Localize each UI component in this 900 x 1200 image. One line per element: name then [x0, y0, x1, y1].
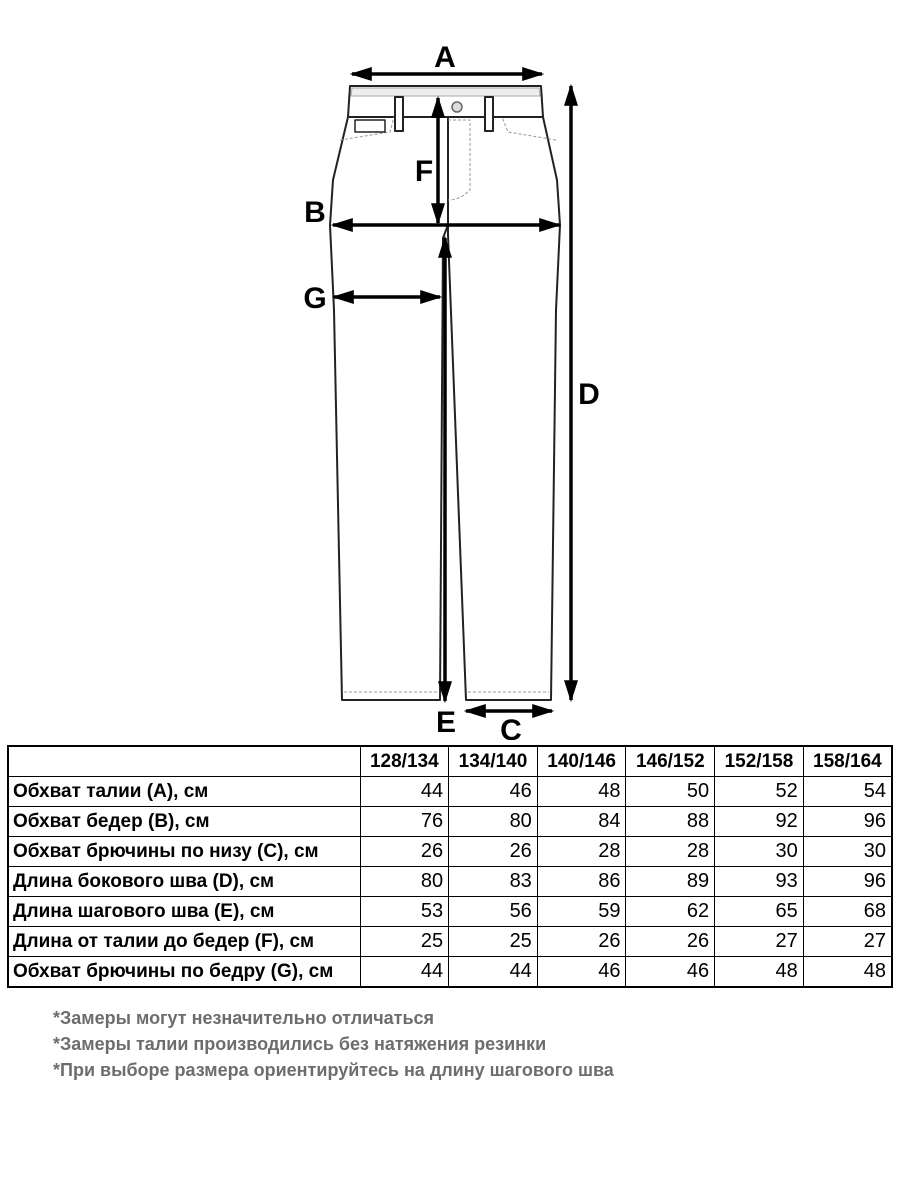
belt-loop-right [485, 97, 493, 131]
label-f: F [414, 155, 434, 188]
measurement-notes [53, 1005, 614, 1083]
size-header-row [8, 746, 892, 777]
table-row [8, 897, 892, 927]
size-header: 146/152 [626, 746, 715, 777]
table-row [8, 777, 892, 807]
table-cell: 89 [626, 867, 715, 897]
table-cell: 48 [537, 777, 626, 807]
table-cell: 48 [715, 957, 804, 988]
table-cell: 93 [715, 867, 804, 897]
table-cell: 46 [626, 957, 715, 988]
row-label: Длина бокового шва (D), см [8, 867, 360, 897]
table-cell: 84 [537, 807, 626, 837]
table-cell: 46 [449, 777, 538, 807]
size-header: 134/140 [449, 746, 538, 777]
table-cell: 68 [803, 897, 892, 927]
row-label: Обхват брючины по низу (C), см [8, 837, 360, 867]
row-label: Длина шагового шва (E), см [8, 897, 360, 927]
table-cell: 56 [449, 897, 538, 927]
table-cell: 28 [626, 837, 715, 867]
table-cell: 46 [537, 957, 626, 988]
belt-loop-left [395, 97, 403, 131]
size-table [7, 745, 893, 988]
table-cell: 83 [449, 867, 538, 897]
table-cell: 96 [803, 807, 892, 837]
table-cell: 96 [803, 867, 892, 897]
label-d: D [578, 378, 600, 411]
table-cell: 30 [715, 837, 804, 867]
table-cell: 52 [715, 777, 804, 807]
right-leg [448, 117, 560, 700]
belt-loop-side-left [355, 120, 385, 132]
table-cell: 86 [537, 867, 626, 897]
table-cell: 50 [626, 777, 715, 807]
table-row [8, 807, 892, 837]
label-a: A [434, 41, 456, 74]
table-cell: 53 [360, 897, 449, 927]
table-cell: 65 [715, 897, 804, 927]
table-cell: 80 [449, 807, 538, 837]
table-cell: 62 [626, 897, 715, 927]
table-row [8, 867, 892, 897]
waistband-inner [351, 88, 540, 96]
table-cell: 44 [449, 957, 538, 988]
table-cell: 30 [803, 837, 892, 867]
size-header: 158/164 [803, 746, 892, 777]
row-label: Обхват талии (A), см [8, 777, 360, 807]
table-cell: 26 [537, 927, 626, 957]
table-cell: 28 [537, 837, 626, 867]
table-row [8, 957, 892, 988]
table-cell: 44 [360, 957, 449, 988]
size-header: 128/134 [360, 746, 449, 777]
table-corner [8, 746, 360, 777]
table-cell: 27 [803, 927, 892, 957]
note: *Замеры талии производились без натяжения резинки [53, 1034, 547, 1054]
table-cell: 92 [715, 807, 804, 837]
table-row [8, 837, 892, 867]
table-cell: 54 [803, 777, 892, 807]
row-label: Обхват бедер (B), см [8, 807, 360, 837]
table-cell: 26 [360, 837, 449, 867]
table-cell: 44 [360, 777, 449, 807]
table-cell: 76 [360, 807, 449, 837]
table-row [8, 927, 892, 957]
row-label: Обхват брючины по бедру (G), см [8, 957, 360, 988]
left-leg [330, 117, 448, 700]
table-cell: 88 [626, 807, 715, 837]
table-cell: 59 [537, 897, 626, 927]
label-b: B [304, 196, 326, 229]
label-c: C [500, 714, 522, 740]
note: *При выборе размера ориентируйтесь на длину шагового шва [53, 1060, 614, 1080]
label-g: G [303, 282, 327, 315]
waist-button [452, 102, 462, 112]
table-cell: 27 [715, 927, 804, 957]
size-header: 140/146 [537, 746, 626, 777]
row-label: Длина от талии до бедер (F), см [8, 927, 360, 957]
table-cell: 26 [449, 837, 538, 867]
size-header: 152/158 [715, 746, 804, 777]
table-cell: 26 [626, 927, 715, 957]
table-cell: 25 [360, 927, 449, 957]
table-cell: 25 [449, 927, 538, 957]
label-e: E [435, 706, 457, 739]
table-cell: 48 [803, 957, 892, 988]
table-cell: 80 [360, 867, 449, 897]
note: *Замеры могут незначительно отличаться [53, 1008, 435, 1028]
